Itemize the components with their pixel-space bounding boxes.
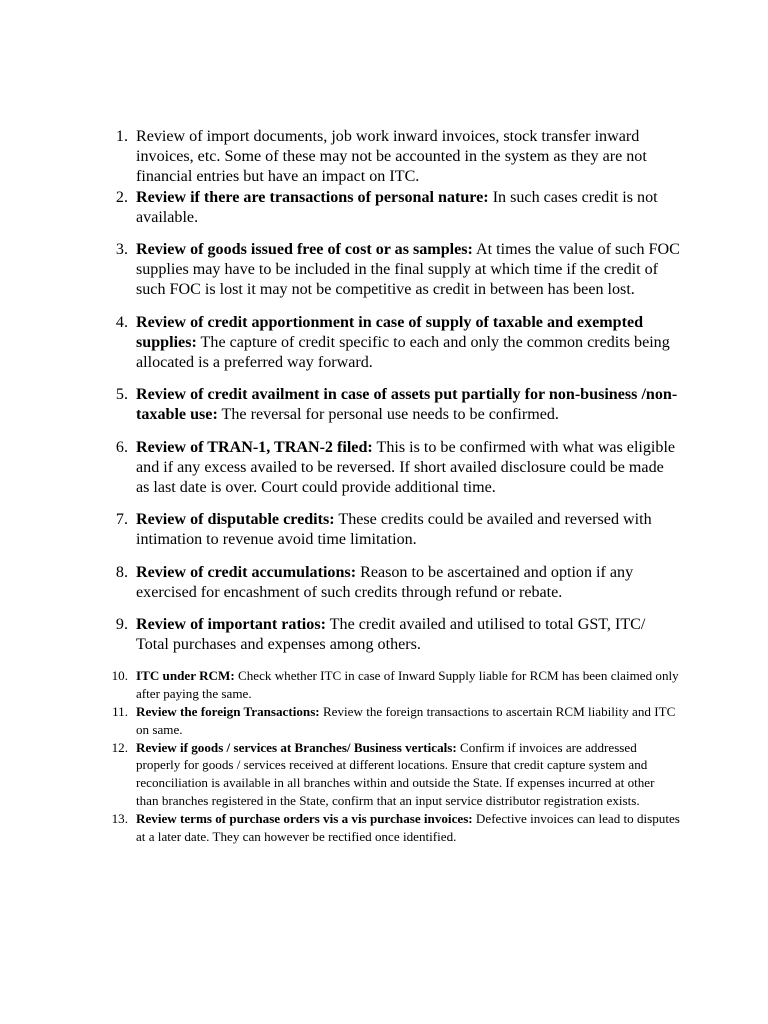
item-text: At times the value of such FOC supplies may have to be included in the final supply at which time if the credit of such FOC is lost it may not be competitive as credit in between has been lost.: [136, 241, 680, 299]
item-heading: Review if goods / services at Branches/ Business verticals:: [136, 739, 457, 755]
list-item: [100, 615, 680, 655]
item-heading: ITC under RCM:: [136, 668, 235, 684]
item-number: 4.: [115, 313, 128, 331]
item-text: The reversal for personal use needs to be confirmed.: [217, 406, 559, 424]
item-text: The credit availed and utilised to total GST, ITC/ Total purchases and expenses among others.: [136, 616, 646, 654]
item-text: Review of import documents, job work inward invoices, stock transfer inward invoices, etc. Some of these may not be accounted in the system as they are not financial entries but have an impact on ITC.: [136, 128, 647, 186]
item-heading: Review if there are transactions of personal nature:: [136, 188, 489, 206]
item-heading: Review of credit availment in case of assets put partially for non-business /non-taxable use:: [136, 386, 678, 424]
item-number: 6.: [115, 438, 128, 456]
item-text: Reason to be ascertained and option if any exercised for encashment of such credits through refund or rebate.: [136, 563, 634, 601]
list-item: [100, 703, 680, 739]
item-number: 1.: [115, 128, 128, 145]
item-text: Check whether ITC in case of Inward Supply liable for RCM has been claimed only after paying the same.: [136, 668, 679, 702]
item-number: 5.: [115, 386, 128, 404]
list-item: [100, 385, 680, 425]
list-item: [100, 313, 680, 374]
item-heading: Review of TRAN-1, TRAN-2 filed:: [136, 438, 373, 456]
item-heading: Review of important ratios:: [136, 616, 326, 634]
item-number: 11.: [112, 704, 128, 720]
item-heading: Review of goods issued free of cost or as samples:: [136, 241, 473, 259]
item-heading: Review terms of purchase orders vis a vis purchase invoices:: [136, 810, 473, 826]
item-heading: Review of credit apportionment in case of supply of taxable and exempted supplies:: [136, 313, 644, 351]
list-item: [100, 127, 680, 188]
item-heading: Review the foreign Transactions:: [136, 704, 320, 720]
item-text: These credits could be availed and reversed with intimation to revenue avoid time limitation.: [136, 511, 652, 549]
list-item: [100, 739, 680, 810]
item-number: 12.: [111, 739, 128, 755]
list-item: [100, 810, 680, 846]
item-number: 3.: [115, 241, 128, 259]
item-number: 7.: [115, 511, 128, 529]
list-item: [100, 563, 680, 603]
item-number: 10.: [111, 668, 128, 684]
item-number: 8.: [115, 563, 128, 581]
list-item: [100, 188, 680, 228]
list-item: [100, 667, 680, 703]
item-number: 9.: [115, 616, 128, 634]
item-number: 2.: [115, 188, 128, 206]
item-text: The capture of credit specific to each and only the common credits being allocated is a preferred way forward.: [136, 333, 670, 372]
list-item: [100, 510, 680, 550]
item-text: Defective invoices can lead to disputes at a later date. They can however be rectified once identified.: [136, 810, 680, 844]
item-text: In such cases credit is not available.: [136, 188, 658, 226]
item-heading: Review of credit accumulations:: [136, 563, 357, 581]
item-number: 13.: [111, 810, 128, 826]
item-text: Confirm if invoices are addressed properly for goods / services received at different locations. Ensure that credit capture system and reconciliation is available in all branches within and outside the State. If expenses incurred at other than branches registered in the State, confirm that an input service distributor registration exists.: [136, 739, 655, 809]
review-checklist: [100, 127, 680, 845]
item-heading: Review of disputable credits:: [136, 511, 335, 529]
item-text: This is to be confirmed with what was eligible and if any excess availed to be reversed. If short availed disclosure could be made as last date is over. Court could provide additional time.: [136, 438, 676, 497]
item-text: Review the foreign transactions to ascertain RCM liability and ITC on same.: [136, 704, 676, 737]
list-item: [100, 240, 680, 301]
list-item: [100, 438, 680, 499]
